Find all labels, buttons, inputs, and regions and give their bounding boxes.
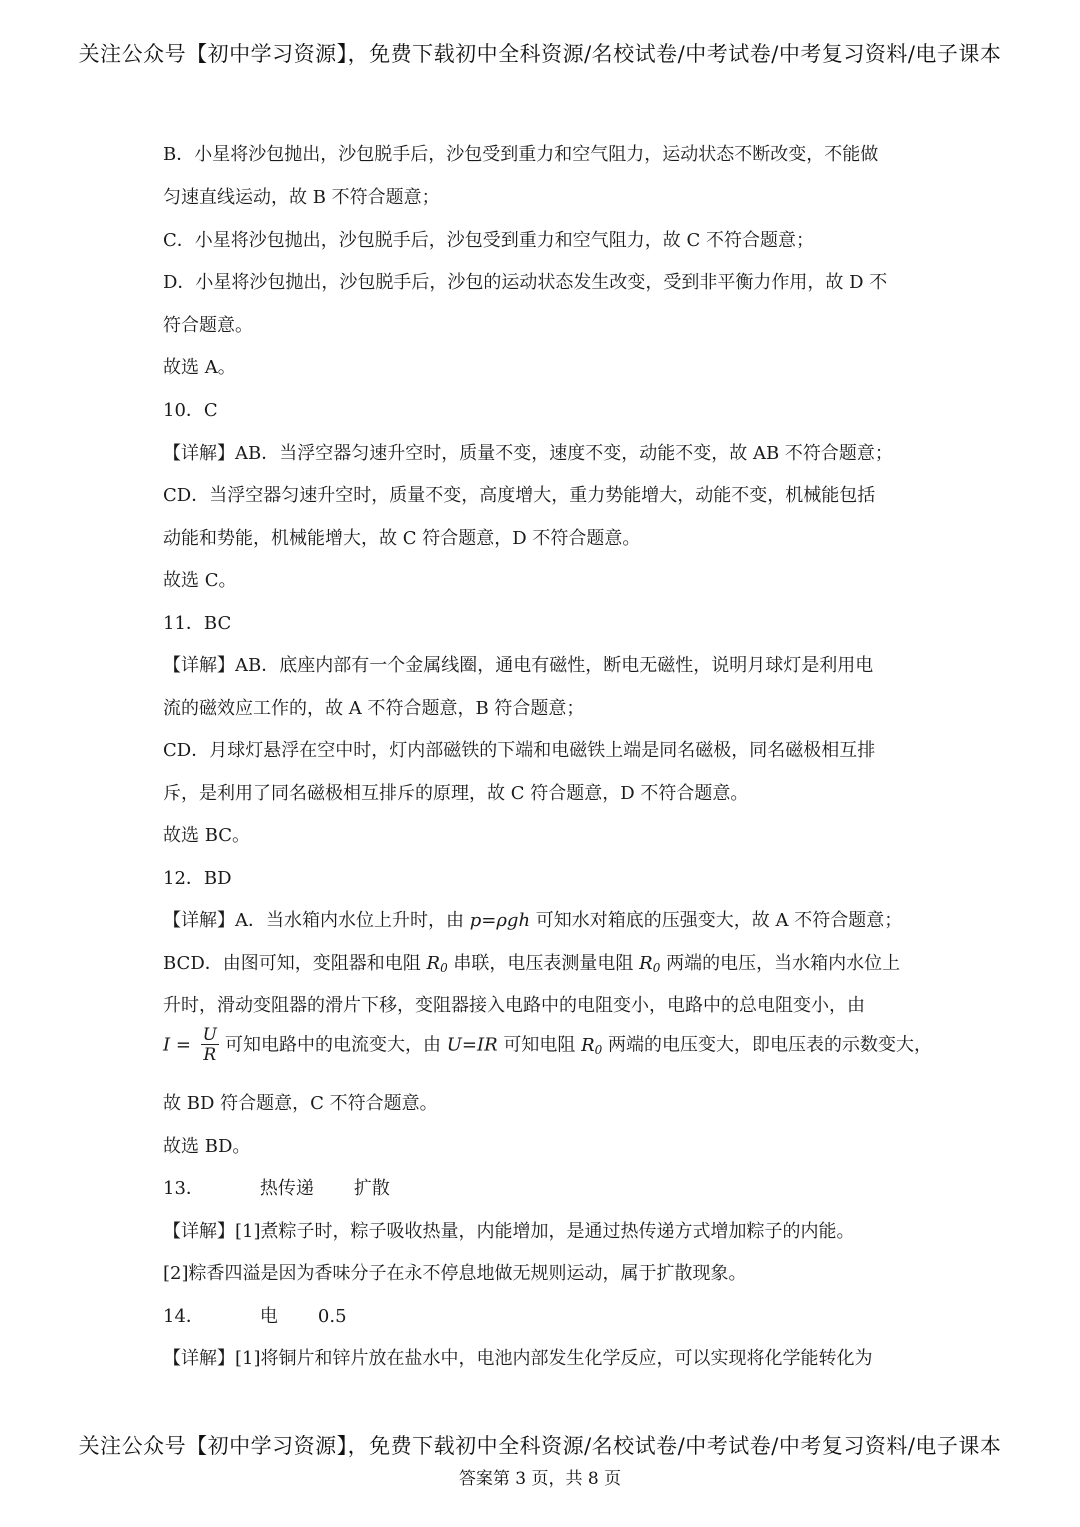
fraction-denominator: R [203,1045,217,1065]
q12-line4-text-a: 可知电路中的电流变大，由 [224,1034,447,1056]
q11-line2: 流的磁效应工作的，故 A 不符合题意，B 符合题意； [163,698,585,719]
q9-option-d-line2: 符合题意。 [163,315,253,336]
q9-option-b-line1: B．小星将沙包抛出，沙包脱手后，沙包受到重力和空气阻力，运动状态不断改变，不能做 [163,144,879,165]
q13-heading [163,1174,390,1200]
q13-number: 13． [163,1178,204,1199]
q11-line3: CD．月球灯悬浮在空中时，灯内部磁铁的下端和电磁铁上端是同名磁极，同名磁极相互排 [163,740,876,761]
q11-heading: 11．BC [163,613,232,634]
q14-heading [163,1302,347,1328]
q9-answer: 故选 A。 [163,357,236,378]
fraction-numerator: U [202,1025,217,1045]
q12-line1-text-b: 可知水对箱底的压强变大，故 A 不符合题意； [530,910,903,931]
q13-line2: [2]粽香四溢是因为香味分子在永不停息地做无规则运动，属于扩散现象。 [163,1263,747,1284]
q10-line1: 【详解】AB．当浮空器匀速升空时，质量不变，速度不变，动能不变，故 AB 不符合题意； [163,443,893,464]
q12-line3: 升时，滑动变阻器的滑片下移，变阻器接入电路中的电阻变小，电路中的总电阻变小，由 [163,995,865,1016]
q13-line1: 【详解】[1]煮粽子时，粽子吸收热量，内能增加，是通过热传递方式增加粽子的内能。 [163,1221,855,1242]
q10-heading: 10．C [163,400,218,421]
equals-sign: = [170,1034,197,1056]
q14-number: 14． [163,1306,204,1327]
resistor-r0-symbol: $R_0$ [426,953,448,975]
q14-line1: 【详解】[1]将铜片和锌片放在盐水中，电池内部发生化学反应，可以实现将化学能转化为 [163,1348,873,1369]
resistor-r0-symbol: $R_0$ [581,1034,603,1057]
q12-line2-text-c: 两端的电压，当水箱内水位上 [660,953,901,974]
q12-heading: 12．BD [163,868,232,889]
q11-line1: 【详解】AB．底座内部有一个金属线圈，通电有磁性，断电无磁性，说明月球灯是利用电 [163,655,874,676]
q12-answer: 故选 BD。 [163,1136,251,1157]
q9-option-c-line: C．小星将沙包抛出，沙包脱手后，沙包受到重力和空气阻力，故 C 不符合题意； [163,230,814,251]
q10-answer: 故选 C。 [163,570,237,591]
q11-line4: 斥，是利用了同名磁极相互排斥的原理，故 C 符合题意，D 不符合题意。 [163,783,749,804]
q14-answer-1: 电 [259,1306,278,1327]
q10-line2: CD．当浮空器匀速升空时，质量不变，高度增大，重力势能增大，动能不变，机械能包括 [163,485,876,506]
q12-line5: 故 BD 符合题意，C 不符合题意。 [163,1093,438,1114]
q12-line4-text-c: 两端的电压变大，即电压表的示数变大， [602,1034,933,1056]
pressure-formula: p=ρgh [469,910,531,931]
header-banner: 关注公众号【初中学习资源】，免费下载初中全科资源/名校试卷/中考试卷/中考复习资料/电子课本 [78,42,1002,66]
ohms-law-formula: U=IR [446,1034,498,1056]
q13-answer-1: 热传递 [259,1178,314,1199]
q12-line1-text-a: 【详解】A．当水箱内水位上升时，由 [163,910,470,931]
q9-option-b-line2: 匀速直线运动，故 B 不符合题意； [163,187,440,208]
current-symbol: I [163,1034,171,1056]
q12-line2 [163,949,900,975]
q12-line4 [163,1027,932,1064]
footer-banner: 关注公众号【初中学习资源】，免费下载初中全科资源/名校试卷/中考试卷/中考复习资料/电子课本 [78,1434,1002,1458]
q13-answer-2: 扩散 [353,1178,390,1199]
ohms-law-fraction [201,1027,219,1064]
q12-line4-text-b: 可知电阻 [497,1034,582,1056]
q14-answer-2: 0.5 [317,1306,347,1327]
q10-line3: 动能和势能，机械能增大，故 C 符合题意，D 不符合题意。 [163,528,641,549]
q12-line1 [163,906,902,932]
q12-line2-text-a: BCD．由图可知，变阻器和电阻 [163,953,427,974]
q11-answer: 故选 BC。 [163,825,251,846]
page-number: 答案第 3 页，共 8 页 [458,1469,622,1489]
resistor-r0-symbol: $R_0$ [639,953,661,975]
q12-line2-text-b: 串联，电压表测量电阻 [447,953,640,974]
q9-option-d-line1: D．小星将沙包抛出，沙包脱手后，沙包的运动状态发生改变，受到非平衡力作用，故 D 不 [163,272,888,293]
